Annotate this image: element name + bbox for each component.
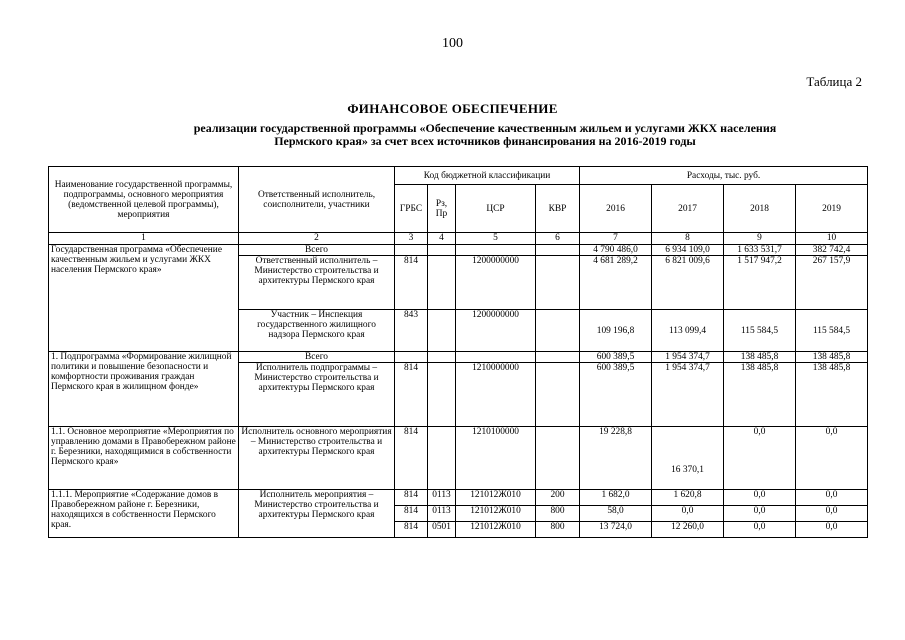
subprogram-name-cell: 1. Подпрограмма «Формирование жилищной политики и повышение безопасности и комфортности проживания граждан Пермского края в жилищном фонде» <box>49 352 239 427</box>
kvr-cell <box>536 245 580 256</box>
value-2016: 1 682,0 <box>580 490 652 506</box>
value-2016: 600 389,5 <box>580 352 652 363</box>
table-row <box>49 490 868 506</box>
value-2019: 0,0 <box>796 490 868 506</box>
header-year-2017: 2017 <box>652 185 724 233</box>
value-2016: 4 681 289,2 <box>580 256 652 310</box>
csr-cell: 121012Ж010 <box>456 490 536 506</box>
activity-name-cell: 1.1.1. Мероприятие «Содержание домов в Правобережном районе г. Березники, находящихся в собственности Пермского края. <box>49 490 239 538</box>
value-2019: 138 485,8 <box>796 352 868 363</box>
grbs-cell: 814 <box>395 522 428 538</box>
header-kvr: КВР <box>536 185 580 233</box>
financing-table <box>48 166 868 538</box>
value-2016: 13 724,0 <box>580 522 652 538</box>
csr-cell: 121012Ж010 <box>456 522 536 538</box>
document-subheading <box>60 122 905 148</box>
grbs-cell: 843 <box>395 310 428 352</box>
grbs-cell: 814 <box>395 506 428 522</box>
value-2019: 138 485,8 <box>796 363 868 427</box>
executor-cell: Всего <box>239 245 395 256</box>
rz-cell <box>428 256 456 310</box>
column-index: 1 <box>49 233 239 245</box>
value-2018: 0,0 <box>724 427 796 490</box>
csr-cell: 1200000000 <box>456 310 536 352</box>
table-row <box>49 427 868 490</box>
kvr-cell <box>536 352 580 363</box>
table-row <box>49 352 868 363</box>
grbs-cell: 814 <box>395 490 428 506</box>
kvr-cell <box>536 427 580 490</box>
value-2016: 4 790 486,0 <box>580 245 652 256</box>
grbs-cell: 814 <box>395 256 428 310</box>
executor-cell: Всего <box>239 352 395 363</box>
kvr-cell <box>536 256 580 310</box>
value-2017: 1 954 374,7 <box>652 363 724 427</box>
kvr-cell: 200 <box>536 490 580 506</box>
executor-cell: Ответственный исполнитель – Министерство строительства и архитектуры Пермского края <box>239 256 395 310</box>
column-index: 7 <box>580 233 652 245</box>
executor-cell: Исполнитель мероприятия – Министерство строительства и архитектуры Пермского края <box>239 490 395 538</box>
rz-cell <box>428 363 456 427</box>
rz-cell: 0113 <box>428 490 456 506</box>
main-activity-name-cell: 1.1. Основное мероприятие «Мероприятия по управлению домами в Правобережном районе г. Березники, находящимися в собственности Пермского края» <box>49 427 239 490</box>
page-number: 100 <box>442 36 463 51</box>
table-header-row-1 <box>49 167 868 185</box>
column-index-row <box>49 233 868 245</box>
value-2019: 0,0 <box>796 522 868 538</box>
column-index: 6 <box>536 233 580 245</box>
value-2019: 267 157,9 <box>796 256 868 310</box>
value-2019: 382 742,4 <box>796 245 868 256</box>
value-2016: 109 196,8 <box>580 310 652 352</box>
csr-cell: 1200000000 <box>456 256 536 310</box>
value-2019: 0,0 <box>796 506 868 522</box>
executor-cell: Исполнитель основного мероприятия – Министерство строительства и архитектуры Пермского края <box>239 427 395 490</box>
kvr-cell <box>536 310 580 352</box>
column-index: 3 <box>395 233 428 245</box>
header-budget-code: Код бюджетной классификации <box>395 167 580 185</box>
column-index: 2 <box>239 233 395 245</box>
rz-cell: 0113 <box>428 506 456 522</box>
rz-cell <box>428 352 456 363</box>
value-2018: 1 517 947,2 <box>724 256 796 310</box>
value-2018: 0,0 <box>724 506 796 522</box>
header-expenses: Расходы, тыс. руб. <box>580 167 868 185</box>
value-2017: 1 954 374,7 <box>652 352 724 363</box>
value-2016: 19 228,8 <box>580 427 652 490</box>
value-2017: 0,0 <box>652 506 724 522</box>
value-2016: 600 389,5 <box>580 363 652 427</box>
header-year-2018: 2018 <box>724 185 796 233</box>
grbs-cell: 814 <box>395 427 428 490</box>
value-2019: 115 584,5 <box>796 310 868 352</box>
grbs-cell <box>395 245 428 256</box>
value-2016: 58,0 <box>580 506 652 522</box>
executor-cell: Участник – Инспекция государственного жилищного надзора Пермского края <box>239 310 395 352</box>
column-index: 5 <box>456 233 536 245</box>
header-executor: Ответственный исполнитель, соисполнители, участники <box>239 167 395 233</box>
header-rz: Рз, Пр <box>428 185 456 233</box>
value-2018: 0,0 <box>724 522 796 538</box>
csr-cell: 1210100000 <box>456 427 536 490</box>
kvr-cell: 800 <box>536 506 580 522</box>
grbs-cell: 814 <box>395 363 428 427</box>
rz-cell <box>428 310 456 352</box>
header-year-2016: 2016 <box>580 185 652 233</box>
value-2018: 138 485,8 <box>724 352 796 363</box>
table-row <box>49 245 868 256</box>
value-2017: 16 370,1 <box>652 427 724 490</box>
csr-cell <box>456 352 536 363</box>
grbs-cell <box>395 352 428 363</box>
executor-cell: Исполнитель подпрограммы – Министерство строительства и архитектуры Пермского края <box>239 363 395 427</box>
csr-cell: 1210000000 <box>456 363 536 427</box>
header-grbs: ГРБС <box>395 185 428 233</box>
csr-cell <box>456 245 536 256</box>
value-2018: 138 485,8 <box>724 363 796 427</box>
value-2017: 1 620,8 <box>652 490 724 506</box>
column-index: 8 <box>652 233 724 245</box>
column-index: 9 <box>724 233 796 245</box>
subheading-line-1: реализации государственной программы «Обеспечение качественным жильем и услугами ЖКХ населения <box>193 121 777 135</box>
header-name: Наименование государственной программы, подпрограммы, основного мероприятия (ведомственной целевой программы), мероприятия <box>49 167 239 233</box>
value-2017: 12 260,0 <box>652 522 724 538</box>
value-2017: 6 934 109,0 <box>652 245 724 256</box>
value-2017: 113 099,4 <box>652 310 724 352</box>
kvr-cell: 800 <box>536 522 580 538</box>
table-label: Таблица 2 <box>806 74 862 89</box>
value-2019: 0,0 <box>796 427 868 490</box>
rz-cell <box>428 427 456 490</box>
csr-cell: 121012Ж010 <box>456 506 536 522</box>
document-heading: ФИНАНСОВОЕ ОБЕСПЕЧЕНИЕ <box>347 101 558 116</box>
column-index: 4 <box>428 233 456 245</box>
header-year-2019: 2019 <box>796 185 868 233</box>
value-2018: 115 584,5 <box>724 310 796 352</box>
value-2017: 6 821 009,6 <box>652 256 724 310</box>
value-2018: 0,0 <box>724 490 796 506</box>
column-index: 10 <box>796 233 868 245</box>
header-csr: ЦСР <box>456 185 536 233</box>
subheading-line-2: Пермского края» за счет всех источников финансирования на 2016-2019 годы <box>274 134 696 148</box>
program-name-cell: Государственная программа «Обеспечение качественным жильем и услугами ЖКХ населения Пермского края» <box>49 245 239 352</box>
kvr-cell <box>536 363 580 427</box>
value-2018: 1 633 531,7 <box>724 245 796 256</box>
rz-cell <box>428 245 456 256</box>
rz-cell: 0501 <box>428 522 456 538</box>
